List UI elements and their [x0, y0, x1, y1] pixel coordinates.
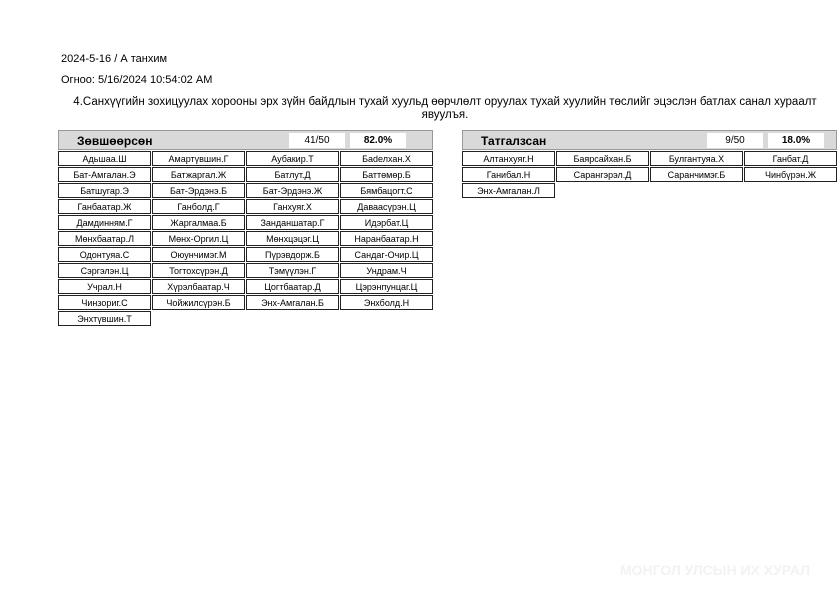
approved-member-cell: Мөнхцэцэг.Ц [246, 231, 339, 246]
rejected-member-cell: Ганибал.Н [462, 167, 555, 182]
approved-member-cell: Оюунчимэг.М [152, 247, 245, 262]
approved-member-cell: Баттөмөр.Б [340, 167, 433, 182]
rejected-header [462, 130, 837, 150]
approved-member-cell: Мөнх-Оргил.Ц [152, 231, 245, 246]
approved-member-cell: Учрал.Н [58, 279, 151, 294]
approved-member-cell: Тогтохсүрэн.Д [152, 263, 245, 278]
approved-member-cell: Жаргалмаа.Б [152, 215, 245, 230]
session-date-line: 2024-5-16 / А танхим [61, 53, 168, 65]
approved-member-cell: Чинзориг.С [58, 295, 151, 310]
vote-question: 4.Санхүүгийн зохицуулах хорооны эрх зүйн байдлын тухай хуульд өөрчлөлт оруулах тухай хуулийн төслийг эцэслэн батлах санал хураалт явуулъя. [73, 96, 817, 121]
rejected-member-cell: Алтанхуяг.Н [462, 151, 555, 166]
approved-member-cell: Чойжилсүрэн.Б [152, 295, 245, 310]
approved-member-cell: Занданшатар.Г [246, 215, 339, 230]
approved-member-cell: Батшугар.Э [58, 183, 151, 198]
approved-member-cell: Бат-Эрдэнэ.Б [152, 183, 245, 198]
rejected-member-cell: Саранчимэг.Б [650, 167, 743, 182]
approved-member-cell: Бadелхан.Х [340, 151, 433, 166]
rejected-count: 9/50 [707, 133, 763, 148]
approved-member-grid [58, 151, 433, 326]
rejected-percent: 18.0% [768, 133, 824, 148]
approved-member-cell: Энх-Амгалан.Б [246, 295, 339, 310]
approved-member-cell: Хүрэлбаатар.Ч [152, 279, 245, 294]
approved-member-cell: Цэрэнпунцаг.Ц [340, 279, 433, 294]
approved-member-cell: Пүрэвдорж.Б [246, 247, 339, 262]
rejected-member-cell: Булгантуяа.Х [650, 151, 743, 166]
rejected-title: Татгалзсан [481, 134, 547, 148]
approved-member-cell: Бямбацогт.С [340, 183, 433, 198]
rejected-member-grid [462, 151, 837, 198]
approved-member-cell: Тэмүүлэн.Г [246, 263, 339, 278]
rejected-member-cell: Ганбат.Д [744, 151, 837, 166]
rejected-panel [462, 130, 837, 198]
approved-member-cell: Бат-Амгалан.Э [58, 167, 151, 182]
approved-member-cell: Идэрбат.Ц [340, 215, 433, 230]
approved-member-cell: Батжаргал.Ж [152, 167, 245, 182]
approved-count: 41/50 [289, 133, 345, 148]
approved-title: Зөвшөөрсөн [77, 134, 153, 148]
approved-member-cell: Даваасүрэн.Ц [340, 199, 433, 214]
rejected-member-cell: Чинбүрэн.Ж [744, 167, 837, 182]
approved-member-cell: Бат-Эрдэнэ.Ж [246, 183, 339, 198]
approved-member-cell: Ундрам.Ч [340, 263, 433, 278]
approved-member-cell: Дамдинням.Г [58, 215, 151, 230]
approved-member-cell: Ганбаатар.Ж [58, 199, 151, 214]
approved-member-cell: Ганхуяг.Х [246, 199, 339, 214]
rejected-member-cell: Энх-Амгалан.Л [462, 183, 555, 198]
approved-member-cell: Сэргэлэн.Ц [58, 263, 151, 278]
approved-member-cell: Аубакир.Т [246, 151, 339, 166]
approved-panel [58, 130, 433, 326]
approved-member-cell: Амартүвшин.Г [152, 151, 245, 166]
rejected-member-cell: Сарангэрэл.Д [556, 167, 649, 182]
approved-member-cell: Ганболд.Г [152, 199, 245, 214]
rejected-member-cell: Баярсайхан.Б [556, 151, 649, 166]
approved-percent: 82.0% [350, 133, 406, 148]
approved-member-cell: Наранбаатар.Н [340, 231, 433, 246]
approved-member-cell: Энхтүвшин.Т [58, 311, 151, 326]
approved-member-cell: Адьшаа.Ш [58, 151, 151, 166]
approved-member-cell: Цогтбаатар.Д [246, 279, 339, 294]
approved-member-cell: Мөнхбаатар.Л [58, 231, 151, 246]
approved-header [58, 130, 433, 150]
approved-member-cell: Одонтуяа.С [58, 247, 151, 262]
approved-member-cell: Сандаг-Очир.Ц [340, 247, 433, 262]
session-time-line: Огноо: 5/16/2024 10:54:02 AM [61, 74, 213, 86]
parliament-watermark: МОНГОЛ УЛСЫН ИХ ХУРАЛ [620, 562, 811, 578]
approved-member-cell: Энхболд.Н [340, 295, 433, 310]
approved-member-cell: Батлут.Д [246, 167, 339, 182]
